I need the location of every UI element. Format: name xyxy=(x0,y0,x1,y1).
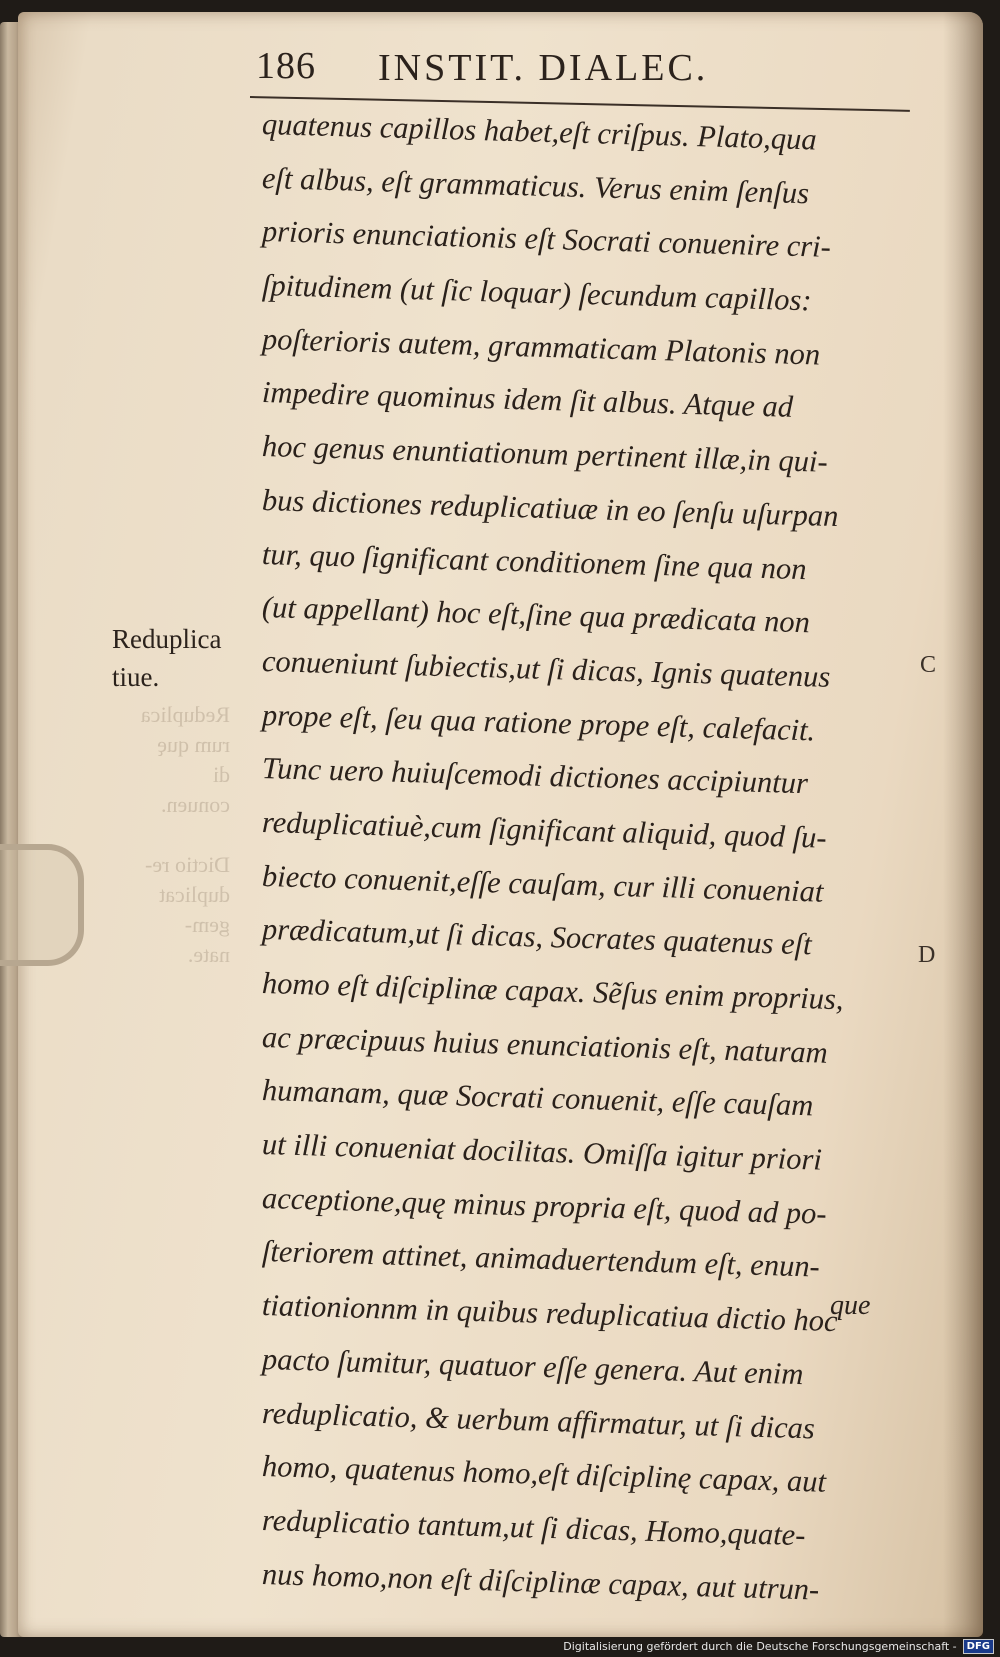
text-line: ſpitudinem (ut ſic loquar) ſecundum capillos: xyxy=(261,268,813,318)
text-line: nus homo,non eſt diſciplinæ capax, aut utrun- xyxy=(261,1556,820,1607)
text-line: acceptione,quę minus propria eſt, quod ad po- xyxy=(261,1180,828,1231)
text-line: conueniunt ſubiectis,ut ſi dicas, Ignis quatenus xyxy=(261,643,831,694)
text-line: prædicatum,ut ſi dicas, Socrates quatenus eſt xyxy=(261,912,813,962)
text-line: humanam, quæ Socrati conuenit, eſſe cauſam xyxy=(261,1073,814,1123)
marginal-note-line: Reduplica xyxy=(112,624,222,654)
text-line: Tunc uero huiuſcemodi dictiones accipiuntur xyxy=(261,751,809,801)
text-line: eſt albus, eſt grammaticus. Verus enim ſenſus xyxy=(261,160,810,210)
marginal-note xyxy=(112,620,221,696)
text-line: biecto conuenit,eſſe cauſam, cur illi conueniat xyxy=(261,858,824,909)
text-line: hoc genus enuntiationum pertinent illæ,in qui- xyxy=(261,429,829,479)
text-line: tur, quo ſignificant conditionem ſine qua non xyxy=(261,536,808,586)
text-line: tiationionnm in quibus reduplicatiua dictio hoc xyxy=(261,1288,839,1339)
text-line: reduplicatio tantum,ut ſi dicas, Homo,quate- xyxy=(261,1502,806,1553)
text-line: pacto ſumitur, quatuor eſſe genera. Aut enim xyxy=(261,1341,804,1391)
section-marker-c: C xyxy=(920,652,937,678)
text-line: reduplicatiuè,cum ſignificant aliquid, quod ſu- xyxy=(261,804,828,855)
body-text xyxy=(261,98,922,1607)
text-line: prope eſt, ſeu qua ratione prope eſt, calefacit. xyxy=(261,697,816,748)
dfg-logo: DFG xyxy=(963,1639,994,1654)
text-line: (ut appellant) hoc eſt,ſine qua prædicata non xyxy=(261,590,811,640)
text-line: prioris enunciationis eſt Socrati conuenire cri- xyxy=(261,214,832,265)
text-line: poſterioris autem, grammaticam Platonis non xyxy=(261,321,821,372)
bleed-through-text: Reduplica rum quę di conuen. Dictio re- duplicat gem- nate. xyxy=(140,702,230,967)
section-marker-d: D xyxy=(918,942,936,968)
text-line: homo, quatenus homo,eſt diſciplinę capax, aut xyxy=(261,1449,827,1499)
text-line: bus dictiones reduplicatiuæ in eo ſenſu uſurpan xyxy=(261,482,839,533)
footer-credit: Digitalisierung gefördert durch die Deutsche Forschungsgemeinschaft - xyxy=(563,1639,957,1653)
catchword: que xyxy=(830,1290,871,1321)
page-curl-shadow xyxy=(943,12,983,1637)
text-line: impedire quominus idem ſit albus. Atque ad xyxy=(261,375,794,425)
text-line: quatenus capillos habet,eſt criſpus. Plato,qua xyxy=(261,107,818,157)
text-line: reduplicatio, & uerbum affirmatur, ut ſi dicas xyxy=(261,1395,816,1445)
text-line: ut illi conueniat docilitas. Omiſſa igitur priori xyxy=(261,1127,823,1177)
digitization-footer xyxy=(563,1637,994,1655)
page-clip xyxy=(0,844,84,966)
marginal-note-line: tiue. xyxy=(112,662,160,692)
text-line: ac præcipuus huius enunciationis eſt, naturam xyxy=(261,1019,829,1070)
running-head: INSTIT. DIALEC. xyxy=(378,47,709,89)
page-number: 186 xyxy=(256,45,316,87)
text-line: ſteriorem attinet, animaduertendum eſt, enun- xyxy=(261,1234,821,1285)
text-line: homo eſt diſciplinæ capax. Sẽſus enim proprius, xyxy=(261,966,844,1017)
